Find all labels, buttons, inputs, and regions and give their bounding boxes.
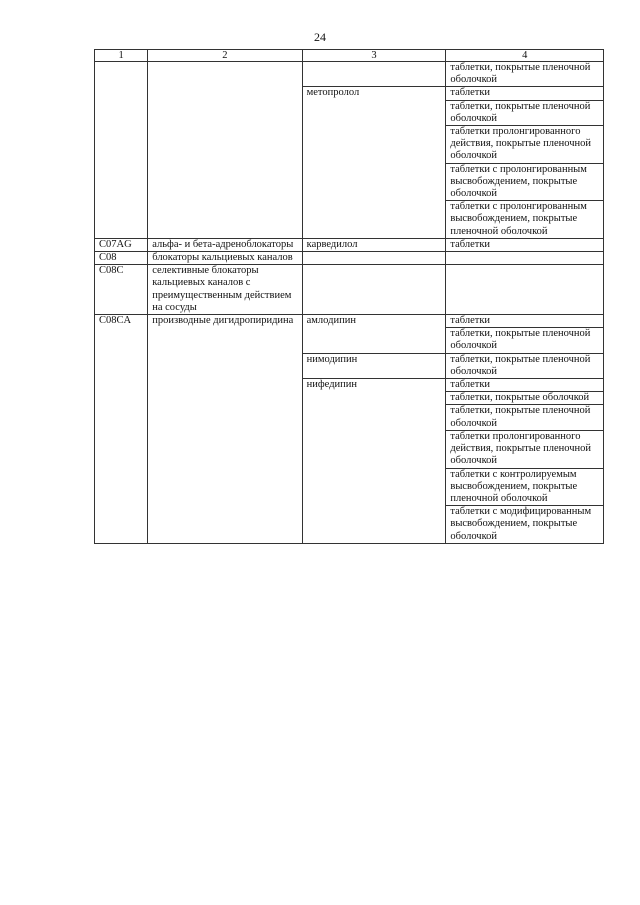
form-cell: таблетки, покрытые пленочной оболочкой	[446, 100, 604, 125]
code-cell: C08CA	[95, 315, 148, 544]
drug-cell	[302, 252, 446, 265]
table-row	[95, 62, 604, 87]
code-cell: C08	[95, 252, 148, 265]
table-row	[95, 252, 604, 265]
table-row	[95, 315, 604, 328]
drug-cell: карведилол	[302, 238, 446, 251]
group-cell: селективные блокаторы кальциевых каналов с преимущественным действием на сосуды	[148, 265, 302, 315]
form-cell: таблетки, покрытые пленочной оболочкой	[446, 353, 604, 378]
form-cell	[446, 265, 604, 315]
drug-table	[94, 49, 604, 544]
form-cell: таблетки с пролонгированным высвобождением, покрытые пленочной оболочкой	[446, 201, 604, 239]
form-cell: таблетки	[446, 379, 604, 392]
drug-cell: амлодипин	[302, 315, 446, 354]
form-cell: таблетки с модифицированным высвобождением, покрытые оболочкой	[446, 506, 604, 544]
column-header: 3	[302, 50, 446, 62]
form-cell: таблетки с пролонгированным высвобождением, покрытые оболочкой	[446, 163, 604, 201]
group-cell: блокаторы кальциевых каналов	[148, 252, 302, 265]
table-header-row	[95, 50, 604, 62]
column-header: 4	[446, 50, 604, 62]
group-cell: производные дигидропиридина	[148, 315, 302, 544]
table-row	[95, 265, 604, 315]
group-cell: альфа- и бета-адреноблокаторы	[148, 238, 302, 251]
group-cell	[148, 62, 302, 239]
form-cell: таблетки, покрытые оболочкой	[446, 392, 604, 405]
code-cell	[95, 62, 148, 239]
form-cell: таблетки, покрытые пленочной оболочкой	[446, 62, 604, 87]
code-cell: C08C	[95, 265, 148, 315]
form-cell: таблетки пролонгированного действия, покрытые пленочной оболочкой	[446, 126, 604, 164]
drug-cell: нимодипин	[302, 353, 446, 378]
column-header: 2	[148, 50, 302, 62]
form-cell: таблетки	[446, 87, 604, 100]
form-cell: таблетки, покрытые пленочной оболочкой	[446, 328, 604, 353]
code-cell: C07AG	[95, 238, 148, 251]
form-cell: таблетки	[446, 315, 604, 328]
form-cell: таблетки пролонгированного действия, покрытые пленочной оболочкой	[446, 430, 604, 468]
form-cell: таблетки	[446, 238, 604, 251]
drug-cell: метопролол	[302, 87, 446, 238]
table-row	[95, 238, 604, 251]
drug-cell	[302, 62, 446, 87]
drug-cell	[302, 265, 446, 315]
column-header: 1	[95, 50, 148, 62]
drug-cell: нифедипин	[302, 379, 446, 544]
form-cell: таблетки с контролируемым высвобождением, покрытые пленочной оболочкой	[446, 468, 604, 506]
form-cell	[446, 252, 604, 265]
form-cell: таблетки, покрытые пленочной оболочкой	[446, 405, 604, 430]
page-number: 24	[314, 30, 326, 44]
